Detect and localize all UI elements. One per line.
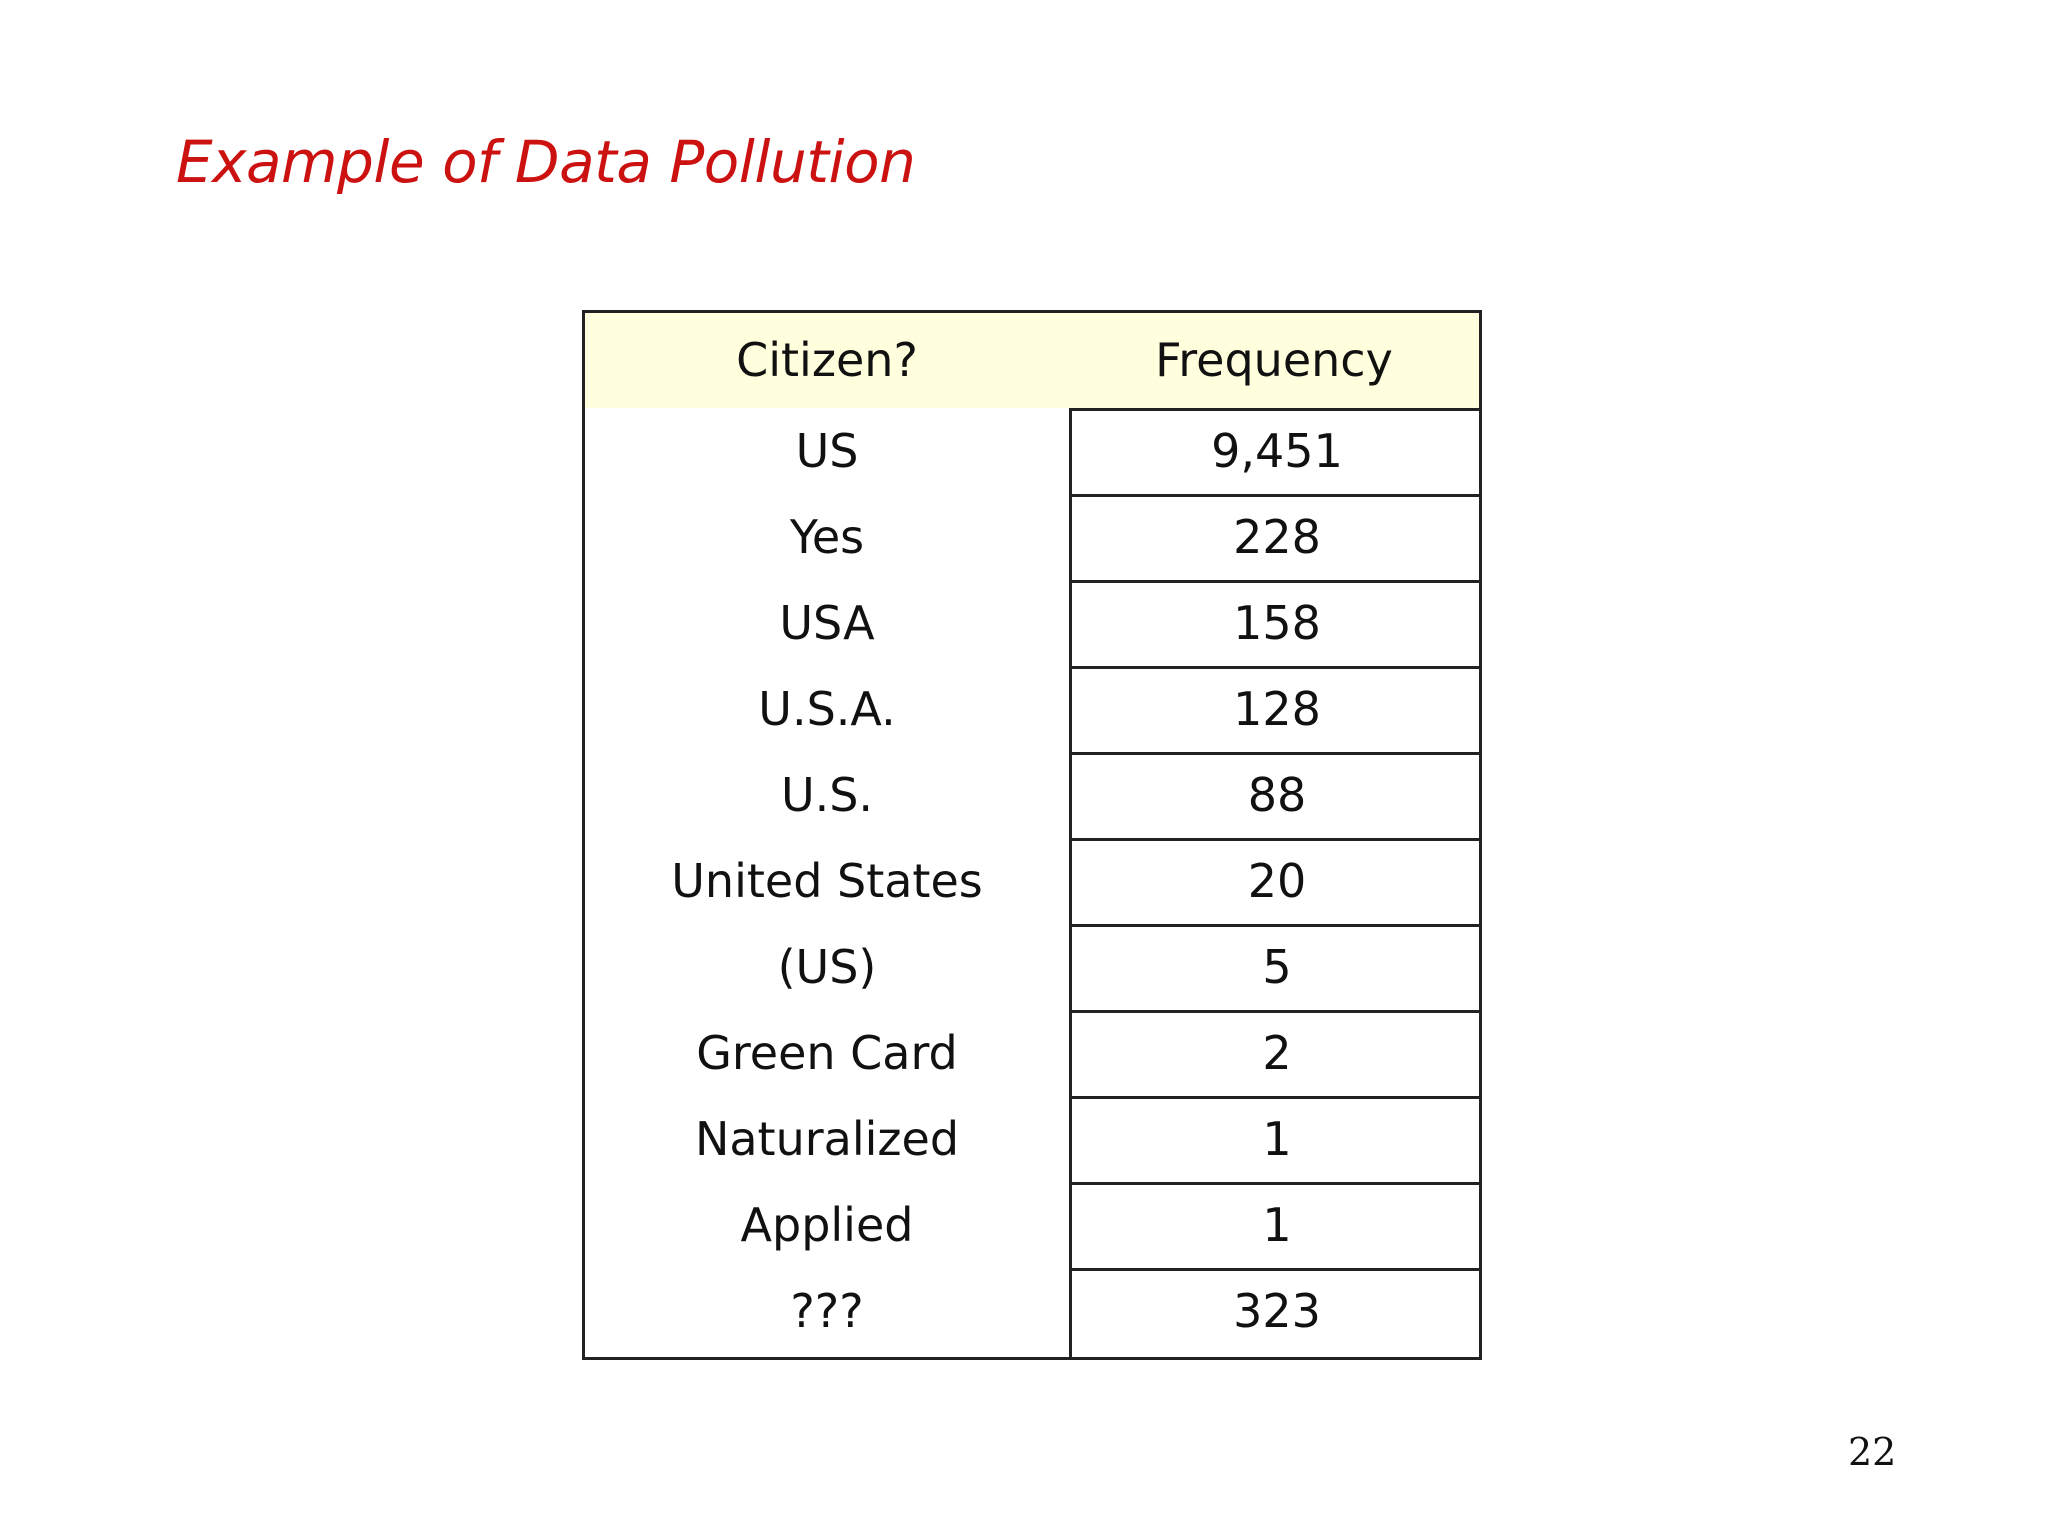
frequency-cell: 1 [1262,1198,1292,1252]
citizen-cell: US [795,424,859,478]
citizen-cell: USA [779,596,875,650]
header-citizen: Citizen? [736,333,918,387]
table-row [585,838,1479,924]
frequency-cell: 323 [1233,1284,1321,1338]
table-row [585,1010,1479,1096]
page-number: 22 [1848,1430,1897,1474]
table-row [585,666,1479,752]
header-frequency: Frequency [1155,333,1393,387]
citizen-cell: (US) [777,940,877,994]
citizen-cell: ??? [790,1284,864,1338]
citizen-cell: Naturalized [694,1112,960,1166]
table-row [585,1096,1479,1182]
frequency-cell: 20 [1247,854,1307,908]
citizen-cell: Applied [740,1198,914,1252]
table-row [585,924,1479,1010]
citizen-cell: Yes [789,510,865,564]
table-row [585,1182,1479,1268]
frequency-cell: 88 [1247,768,1307,822]
citizen-cell: United States [671,854,983,908]
table-row [585,580,1479,666]
table-row [585,408,1479,494]
table-row [585,752,1479,838]
frequency-cell: 158 [1233,596,1321,650]
citizen-cell: U.S.A. [758,682,896,736]
frequency-cell: 128 [1233,682,1321,736]
citizen-frequency-table [582,310,1482,1360]
frequency-cell: 228 [1233,510,1321,564]
frequency-cell: 9,451 [1211,424,1343,478]
citizen-cell: Green Card [696,1026,958,1080]
citizen-cell: U.S. [780,768,874,822]
table-row [585,1268,1479,1354]
frequency-cell: 1 [1262,1112,1292,1166]
table-header-row [585,313,1479,408]
frequency-cell: 2 [1262,1026,1292,1080]
frequency-cell: 5 [1262,940,1292,994]
table-row [585,494,1479,580]
slide-title: Example of Data Pollution [176,128,916,196]
